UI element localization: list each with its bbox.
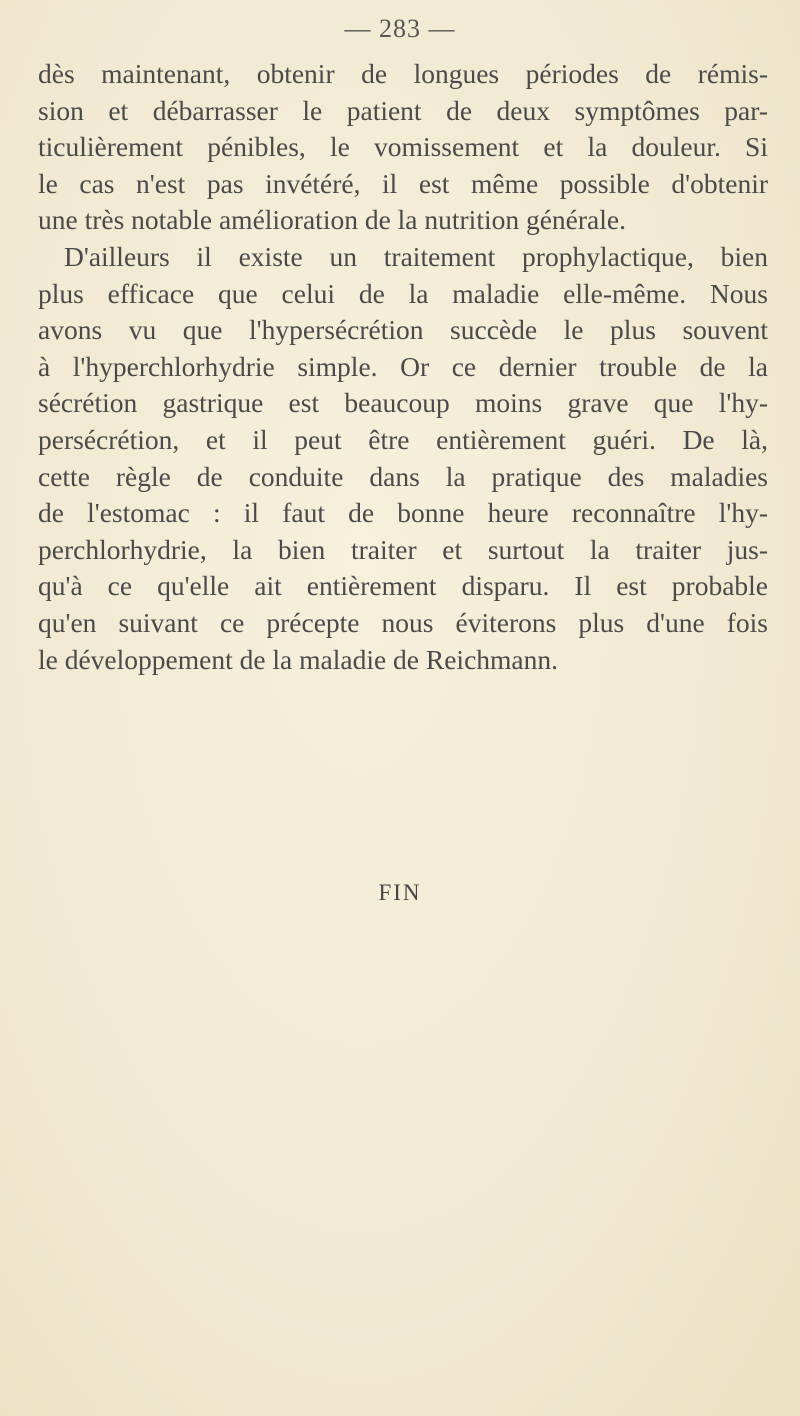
end-mark: FIN	[378, 880, 422, 905]
text-line: sion et débarrasser le patient de deux symptômes par-	[38, 94, 768, 126]
text-line: avons vu que l'hypersécrétion succède le plus souvent	[38, 314, 768, 346]
text-line: à l'hyperchlorhydrie simple. Or ce dernier trouble de la	[38, 350, 768, 382]
page-number: — 283 —	[344, 14, 456, 43]
text-line: cette règle de conduite dans la pratique des maladies	[38, 460, 768, 492]
text-line: D'ailleurs il existe un traitement prophylactique, bien	[64, 240, 768, 272]
text-line: le développement de la maladie de Reichmann.	[38, 643, 559, 675]
text-line: de l'estomac : il faut de bonne heure reconnaître l'hy-	[38, 497, 768, 529]
text-line: plus efficace que celui de la maladie elle-même. Nous	[38, 277, 768, 309]
text-line: le cas n'est pas invétéré, il est même possible d'obtenir	[38, 167, 768, 199]
text-line: ticulièrement pénibles, le vomissement et la douleur. Si	[38, 131, 768, 163]
text-line: sécrétion gastrique est beaucoup moins grave que l'hy-	[38, 387, 768, 419]
text-line: dès maintenant, obtenir de longues périodes de rémis-	[38, 58, 768, 89]
text-line: qu'en suivant ce précepte nous éviterons plus d'une fois	[38, 606, 768, 638]
body-paragraph	[38, 56, 768, 678]
text-line: perchlorhydrie, la bien traiter et surtout la traiter jus-	[38, 533, 768, 565]
text-line: qu'à ce qu'elle ait entièrement disparu. Il est probable	[38, 570, 768, 602]
text-line: persécrétion, et il peut être entièrement guéri. De là,	[38, 423, 768, 455]
text-line: une très notable amélioration de la nutrition générale.	[38, 204, 626, 236]
